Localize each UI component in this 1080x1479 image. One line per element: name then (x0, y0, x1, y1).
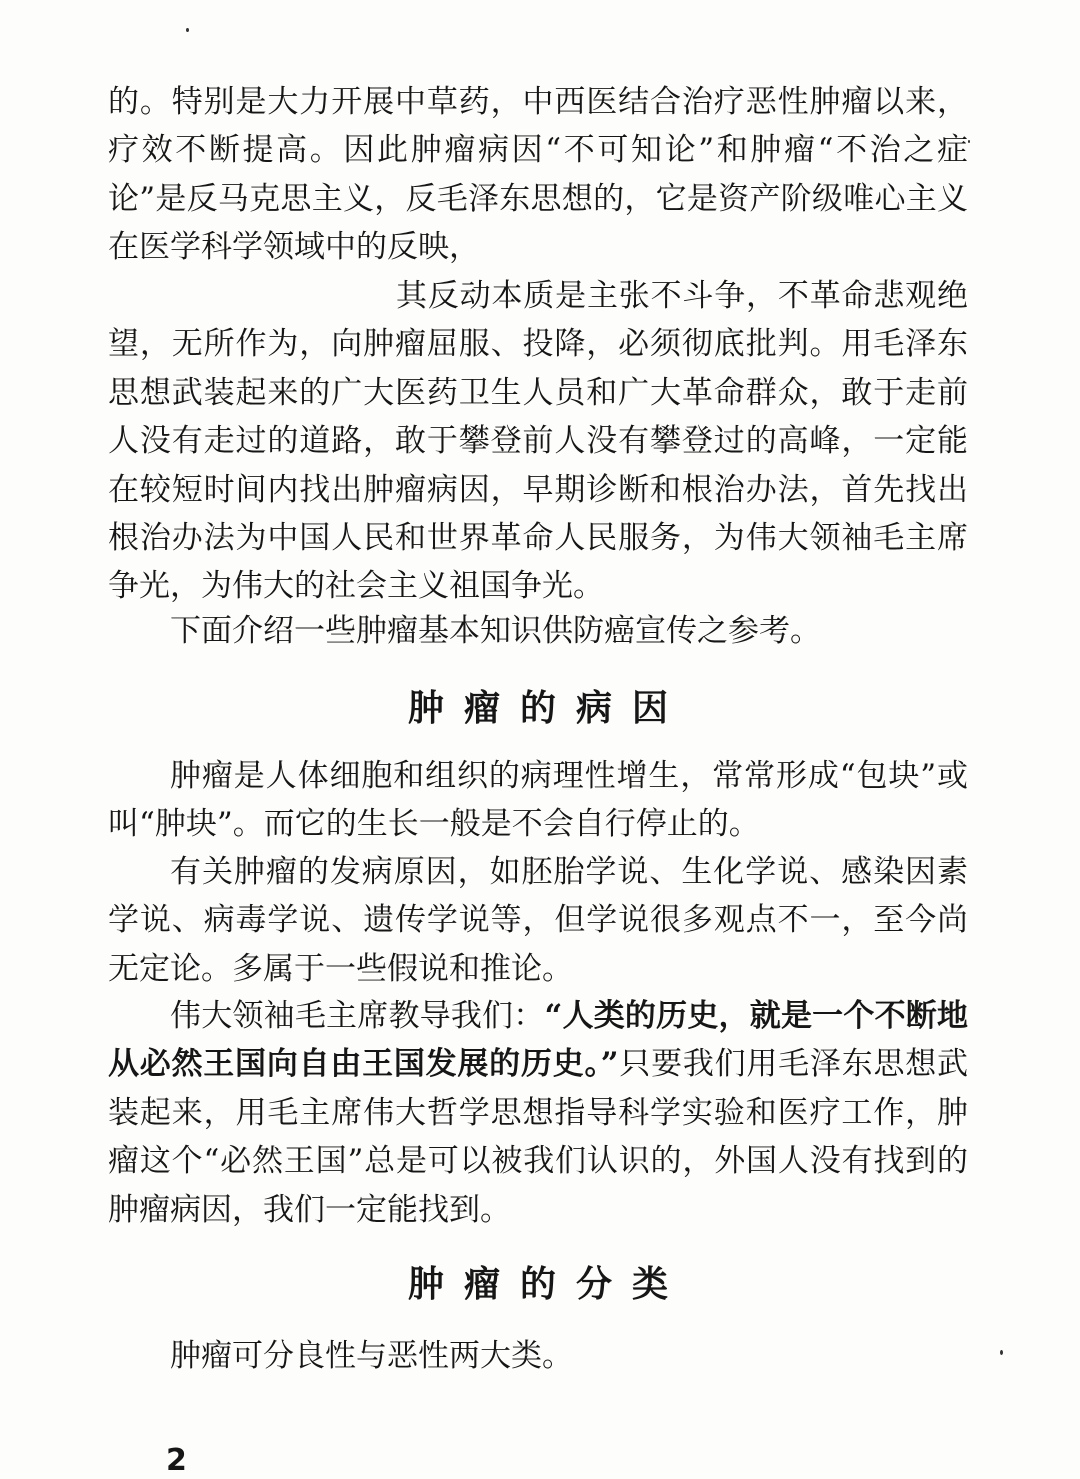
print-speck (1000, 1350, 1003, 1355)
quote-lead: 伟大领袖毛主席教导我们： (170, 998, 545, 1034)
paragraph-continuation: 的。特别是大力开展中草药，中西医结合治疗恶性肿瘤以来，疗效不断提高。因此肿瘤病因“不可知论”和肿瘤“不治之症论”是反马克思主义，反毛泽东思想的，它是资产阶级唯心主义在医学科学领域中的反映， (108, 84, 968, 266)
paragraph-classification: 肿瘤可分良性与恶性两大类。 (170, 1338, 573, 1374)
print-speck (186, 28, 189, 32)
section-heading-causes: 肿瘤的病因 (407, 688, 688, 729)
paragraph-quotation (108, 992, 968, 1234)
page-number: 2 (166, 1443, 187, 1478)
paragraph-etiology-theories: 有关肿瘤的发病原因，如胚胎学说、生化学说、感染因素学说、病毒学说、遗传学说等，但学说很多观点不一，至今尚无定论。多属于一些假说和推论。 (108, 854, 968, 987)
paragraph-critique: 其反动本质是主张不斗争，不革命悲观绝望，无所作为，向肿瘤屈服、投降，必须彻底批判。用毛泽东思想武装起来的广大医药卫生人员和广大革命群众，敢于走前人没有走过的道路，敢于攀登前人没有攀登过的高峰，一定能在较短时间内找出肿瘤病因，早期诊断和根治办法，首先找出根治办法为中国人民和世界革命人民服务，为伟大领袖毛主席争光，为伟大的社会主义祖国争光。 (108, 278, 968, 605)
paragraph-tumor-definition: 肿瘤是人体细胞和组织的病理性增生，常常形成“包块”或叫“肿块”。而它的生长一般是不会自行停止的。 (108, 758, 968, 843)
quote-followup: 只要我们用毛泽东思想武装起来，用毛主席伟大哲学思想指导科学实验和医疗工作，肿瘤这个“必然王国”总是可以被我们认识的，外国人没有找到的肿瘤病因，我们一定能找到。 (108, 1046, 968, 1228)
paragraph-intro: 下面介绍一些肿瘤基本知识供防癌宣传之参考。 (170, 613, 821, 649)
quote-text: “人类的历史，就是一个不断地从必然王国向自由王国发展的历史。” (108, 998, 968, 1083)
section-heading-classification: 肿瘤的分类 (407, 1264, 688, 1305)
print-speck (968, 140, 970, 143)
